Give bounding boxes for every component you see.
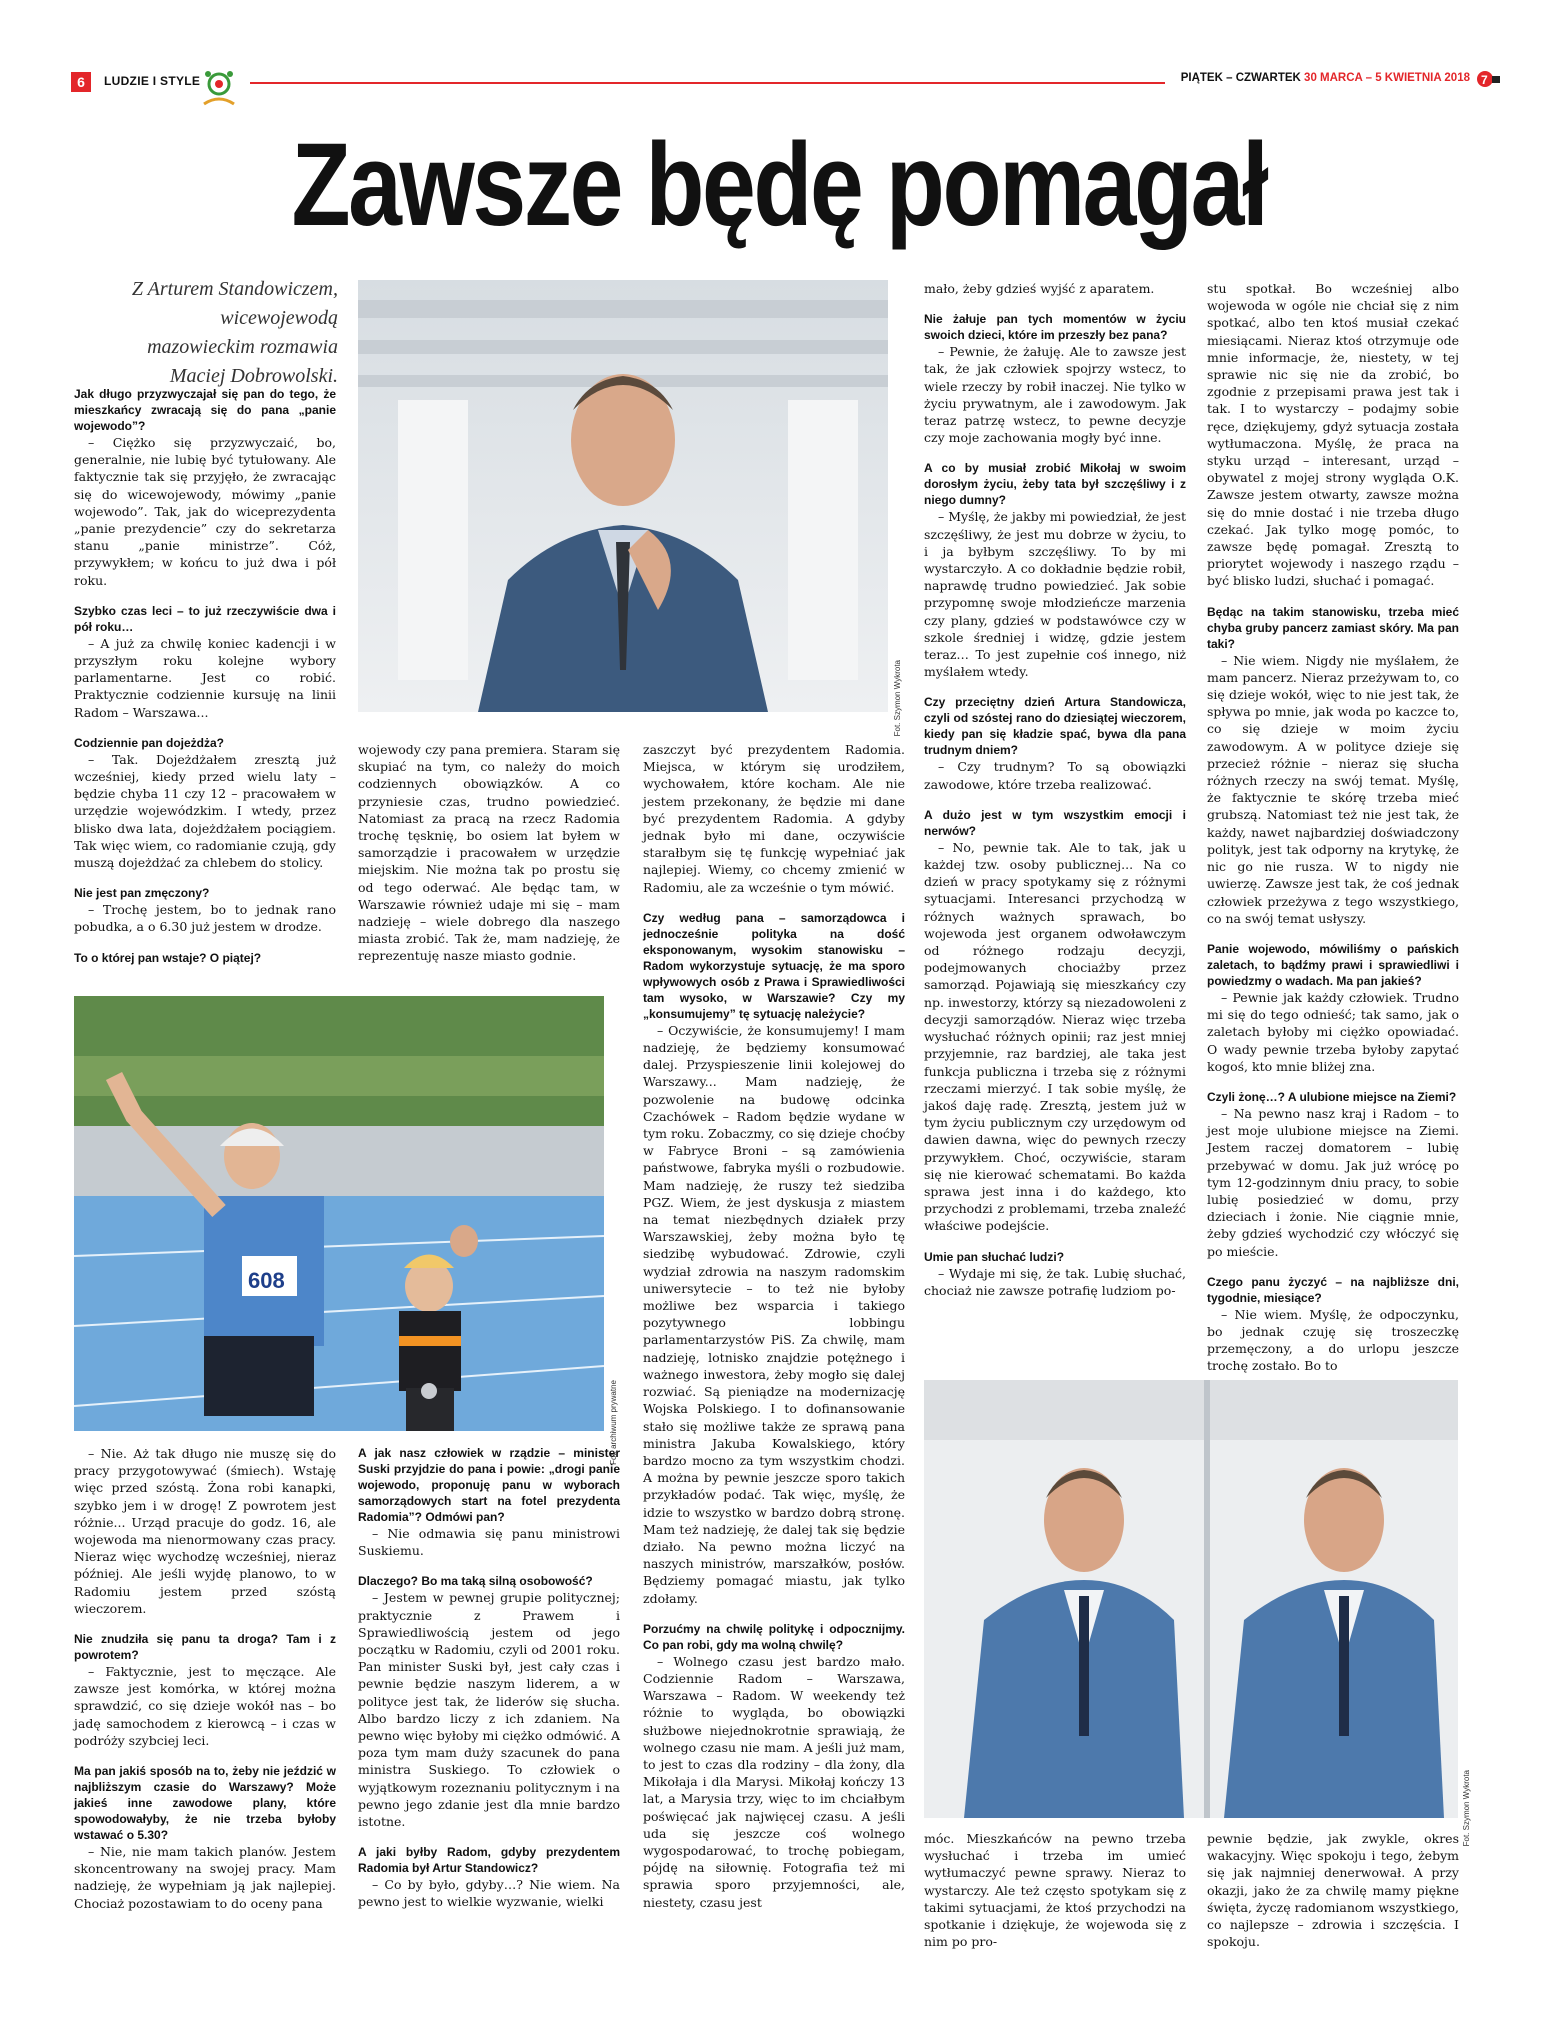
- interview-answer: móc. Mieszkańców na pewno trzeba wysłuchać i trzeba im umieć wytłumaczyć pewne sprawy. Nieraz to wystarczy. Ale też często spotykam się z takimi sytuacjami, że ktoś przychodzi na spotkanie i dziękuje, że wojewoda się z nim po pro-: [924, 1831, 1186, 1950]
- portrait-photo: [358, 280, 888, 712]
- publication-logo-icon: [1476, 70, 1500, 88]
- interview-answer: zaszczyt być prezydentem Radomia. Miejsca, w którym się urodziłem, wychowałem, które kocham. Ale nie jestem przekonany, że będzie mi dane być prezydentem Radomia. A gdyby jednak było mi dane, oczywiście starałbym się tę funkcję wypełniać jak najlepiej. Wiemy, co chcemy zmienić w Radomiu, ale za wcześnie o tym mówić.: [643, 742, 905, 895]
- interview-question: Nie żałuje pan tych momentów w życiu swoich dzieci, które im przeszły bez pana?: [924, 312, 1186, 343]
- interview-question: Ma pan jakiś sposób na to, żeby nie jeździć w najbliższym czasie do Warszawy? Może jakieś inne zawodowe plany, które spowodowałyby, że nie trzeba byłoby wstawać o 5.30?: [74, 1764, 336, 1843]
- interview-answer: – Tak. Dojeżdżałem zresztą już wcześniej, kiedy przed wielu laty – będzie chyba 11 czy 12 – pracowałem w urzędzie wojewódzkim. I wtedy, przez blisko dwa lata, dojeżdżałem pociągiem. Tak więc wiem, co radomianie czują, gdy muszą dojeżdżać za chlebem do stolicy.: [74, 751, 336, 871]
- mirror-photo: [924, 1380, 1458, 1818]
- interview-answer: wojewody czy pana premiera. Staram się skupiać na tym, co należy do moich codziennych obowiązków. A co przyniesie czas, trudno powiedzieć. Natomiast za pracą na rzecz Radomia trochę tęsknię, bo osiem lat byłem w samorządzie i pracowałem w urzędzie miejskim. Nie można tak po prostu się od tego oderwać. Ale będąc tam, w Warszawie również udaje mi się – mam nadzieję – wiele dobrego dla naszego miasta zrobić. Tak że, mam nadzieję, że reprezentuję nasze miasto godnie.: [358, 742, 620, 964]
- interview-answer: – Nie wiem. Nigdy nie myślałem, że mam pancerz. Nieraz przeżywam to, co się dzieje wokół, więc to nie jest tak, że spływa po mnie, jak woda po kaczce to, co się dzieje w moim życiu zawodowym. A w polityce dzieje się przecież różnie – nieraz się słucha różnych rzeczy na swój temat. Myślę, że faktycznie te skórę trzeba mieć grubszą. Natomiast też nie jest tak, że każdy, nawet najbardziej doświadczony polityk, jest tak odporny na krytykę, że nic go nie rusza. W to nigdy nie uwierzę. Zawsze jest tak, że coś jednak człowiek przeżywa z tego wszystkiego, co na swój temat usłyszy.: [1207, 652, 1459, 926]
- interview-question: Nie jest pan zmęczony?: [74, 886, 210, 901]
- section-emblem-icon: [196, 64, 242, 114]
- interview-answer: – Czy trudnym? To są obowiązki zawodowe, które trzeba realizować.: [924, 759, 1186, 792]
- interview-answer: pewnie będzie, jak zwykle, okres wakacyjny. Więc spokoju i tego, żebym się jak najmniej denerwował. A przy okazji, jako że za chwilę mamy piękne święta, życzę radomianom wszystkiego, co najlepsze – zdrowia i szczęścia. I spokoju.: [1207, 1831, 1459, 1950]
- column-2: [358, 741, 620, 965]
- column-1-bottom: [74, 1445, 336, 1912]
- interview-answer: stu spotkał. Bo wcześniej albo wojewoda w ogóle nie chciał się z nim spotkać, albo ten ktoś musiał czekać miesiącami. Nieraz ktoś otrzymuje ode mnie informacje, że, niestety, w tej sprawie nic się nie da zrobić, bo zgodnie z przepisami prawa jest tak i tak. I to wystarczy – podajmy sobie ręce, dziękujemy, gdyż sytuacja została wytłumaczona. Myślę, że praca na styku urząd – interesant, urząd – obywatel z mojej strony wygląda O.K. Zawsze jestem otwarty, zawsze można się do mnie dostać i nie trzeba długo czekać. Jak tylko mogę pomóc, to zawsze będę pomagał. Zresztą to priorytet wojewody i naszego rządu – być blisko ludzi, słuchać i pomagać.: [1207, 281, 1459, 589]
- photo-credit-3: Fot. Szymon Wykrota: [1462, 1770, 1471, 1847]
- interview-question: A jaki byłby Radom, gdyby prezydentem Radomia był Artur Standowicz?: [358, 1845, 620, 1876]
- interview-question: Porzućmy na chwilę politykę i odpocznijmy. Co pan robi, gdy ma wolną chwilę?: [643, 1621, 905, 1652]
- interview-question: A jak nasz człowiek w rządzie – minister Suski przyjdzie do pana i powie: „drogi panie wojewodo, proponuję panu w wyborach samorządowych start na fotel prezydenta Radomia”? Odmówi pan?: [358, 1446, 620, 1524]
- interview-question: To o której pan wstaje? O piątej?: [74, 950, 262, 965]
- interview-answer: – Pewnie, że żałuję. Ale to zawsze jest tak, że jak człowiek spojrzy wstecz, to wiele rzeczy by robił inaczej. Nie tylko w życiu prywatnym, ale i zawodowym. Jak teraz patrzę wstecz, to pewne decyzje czy moje zachowania mogły być inne.: [924, 344, 1186, 446]
- interview-answer: – Co by było, gdyby…? Nie wiem. Na pewno jest to wielkie wyzwanie, wielki: [358, 1877, 620, 1910]
- interview-question: Czego panu życzyć – na najbliższe dni, tygodnie, miesiące?: [1207, 1274, 1459, 1305]
- interview-answer: – A już za chwilę koniec kadencji i w przyszłym roku kolejne wybory parlamentarne. Jest co robić. Praktycznie codziennie kursuję na linii Radom – Warszawa...: [74, 635, 336, 720]
- svg-text:7: 7: [1481, 73, 1488, 87]
- interview-answer: mało, żeby gdzieś wyjść z aparatem.: [924, 281, 1155, 296]
- interview-question: Jak długo przyzwyczajał się pan do tego, że mieszkańcy zwracają się do pana „panie wojewodo”?: [74, 387, 336, 433]
- interview-question: Nie znudziła się panu ta droga? Tam i z powrotem?: [74, 1632, 336, 1663]
- article-intro: Z Arturem Standowiczem, wicewojewodą mazowieckim rozmawia Maciej Dobrowolski.: [131, 278, 338, 387]
- column-3: [643, 741, 905, 1911]
- page-number: 6: [71, 72, 91, 92]
- interview-question: Czyli żonę…? A ulubione miejsce na Ziemi?: [1207, 1089, 1457, 1104]
- issue-date: PIĄTEK – CZWARTEK 30 MARCA – 5 KWIETNIA 2018: [1180, 72, 1470, 84]
- photo-credit-2: Fot. archiwum prywatne: [609, 1380, 618, 1465]
- section-label: LUDZIE I STYLE: [104, 74, 201, 88]
- column-4: [924, 280, 1186, 1299]
- interview-answer: – Nie. Aż tak długo nie muszę się do pracy przygotowywać (śmiech). Wstaję więc przed szóstą. Żona robi kanapki, szybko jem i w drogę! Z powrotem jest różnie... Urząd pracuje do godz. 16, ale wojewoda ma nienormowany czas pracy. Nieraz więc wychodzę wcześniej, nieraz później. Ale jeśli wyjdę planowo, to w Radomiu jestem przed szóstą wieczorem.: [74, 1446, 336, 1616]
- interview-question: A dużo jest w tym wszystkim emocji i nerwów?: [924, 807, 1186, 838]
- article-title: Zawsze będę pomagał: [291, 119, 1267, 251]
- interview-question: Umie pan słuchać ludzi?: [924, 1249, 1065, 1264]
- interview-answer: – Nie odmawia się panu ministrowi Suskiemu.: [358, 1526, 620, 1559]
- interview-answer: – Nie wiem. Myślę, że odpoczynku, bo jednak czuję się troszeczkę przemęczony, a do urlopu jeszcze trochę zostało. Bo to: [1207, 1306, 1459, 1374]
- header-rule: [250, 82, 1165, 84]
- interview-answer: – No, pewnie tak. Ale to tak, jak u każdej tzw. osoby publicznej... Na co dzień w pracy spotykamy się z różnymi sytuacjami. Interesanci przychodzą w różnych ważnych sprawach, bo wojewoda jest organem odwoławczym od różnego rodzaju decyzji, podejmowanych chociażby przez samorząd. Pojawiają się mieszkańcy czy np. inwestorzy, którzy są niezadowoleni z decyzji samorządów. Nieraz więc trzeba wysłuchać różnych opinii; raz jest mniej przyjemnie, raz bardziej, ale taka jest funkcja publiczna i trzeba się z różnymi rzeczami mierzyć. I tak sobie myślę, że jakoś daję radę. Zresztą, jestem już w tym życiu publicznym czy urzędowym od dawien dawna, więc do pewnych rzeczy przywykłem. Choć, oczywiście, staram się nie kierować schematami. Bo każda sprawa jest inna i do każdego, kto przychodzi z problemami, trzeba znaleźć właściwe podejście.: [924, 839, 1186, 1234]
- interview-question: Czy przeciętny dzień Artura Standowicza, czyli od szóstej rano do dziesiątej wieczorem, kiedy pan się kładzie spać, bywa dla pana trudnym dniem?: [924, 695, 1186, 758]
- interview-answer: – Faktycznie, jest to męczące. Ale zawsze jest komórka, w której można sprawdzić, co się dzieje wokół nas – bo jadę samochodem z kierowcą – i czas w podróży szybciej leci.: [74, 1664, 336, 1748]
- interview-answer: – Pewnie jak każdy człowiek. Trudno mi się do tego odnieść; tak samo, jak o zaletach byłoby mi ciężko opowiadać. O wady pewnie trzeba byłoby zapytać kogoś, kto mnie bliżej zna.: [1207, 989, 1459, 1074]
- running-photo: [74, 996, 604, 1431]
- interview-question: Codziennie pan dojeżdża?: [74, 735, 225, 750]
- column-2-bottom: [358, 1445, 620, 1911]
- interview-answer: – Wolnego czasu jest bardzo mało. Codziennie Radom – Warszawa, Warszawa – Radom. W weekendy też różnie to wygląda, bo obowiązki służbowe niejednokrotnie sprawiają, że wolnego czasu nie mam. A jeśli już mam, to jest to czas dla rodziny – dla żony, dla Mikołaja i dla Marysi. Mikołaj kończy 13 lat, a Marysia trzy, więc to im chciałbym poświęcać jak najwięcej czasu. A jeśli uda się jeszcze coś wolnego wygospodarować, to trochę pobiegam, pójdę na siłownię. Fotografia też mi sprawia sporo przyjemności, ale, niestety, czasu jest: [643, 1653, 905, 1910]
- interview-answer: – Ciężko się przyzwyczaić, bo, generalnie, nie lubię być tytułowany. Ale faktycznie tak się przyjęło, że zwracając się do wicewojewody, mówimy „panie wojewodo”. Tak, jak do wiceprezydenta „panie prezydencie” czy do sekretarza stanu „panie ministrze”. Cóż, przywykłem; w końcu to już dwa i pół roku.: [74, 435, 336, 588]
- column-1: [74, 386, 336, 966]
- column-5-bottom: [1207, 1830, 1459, 1950]
- interview-answer: – Nie, nie mam takich planów. Jestem skoncentrowany na swojej pracy. Mam nadzieję, że wypełniam ją jak najlepiej. Chociaż pozostawiam to do oceny pana: [74, 1844, 336, 1911]
- interview-question: A co by musiał zrobić Mikołaj w swoim dorosłym życiu, żeby tata był szczęśliwy i z niego dumny?: [924, 461, 1186, 508]
- interview-question: Będąc na takim stanowisku, trzeba mieć chyba gruby pancerz zamiast skóry. Ma pan taki?: [1207, 604, 1459, 651]
- column-5: [1207, 280, 1459, 1375]
- svg-text:608: 608: [248, 1268, 285, 1293]
- interview-answer: – Jestem w pewnej grupie politycznej; praktycznie z Prawem i Sprawiedliwością jestem od jego początku w Radomiu, czyli od 2001 roku. Pan minister Suski był, jest cały czas i pewnie będzie naszym liderem, a w polityce jest tak, że liderów się słucha. Albo bardzo liczy z ich zdaniem. Na pewno więc byłoby mi ciężko odmówić. A poza tym mam duży szacunek do pana ministra Suskiego. To człowiek o wyjątkowym rozeznaniu politycznym i na pewno jego zdanie jest dla mnie bardzo istotne.: [358, 1590, 620, 1830]
- interview-question: Szybko czas leci – to już rzeczywiście dwa i pół roku…: [74, 603, 336, 634]
- interview-answer: – Trochę jestem, bo to jednak rano pobudka, a o 6.30 już jestem w drodze.: [74, 902, 336, 935]
- interview-answer: – Oczywiście, że konsumujemy! I mam nadzieję, że będziemy konsumować dalej. Przyspieszenie linii kolejowej do Warszawy... Mam nadzieję, że pozwolenie na budowę odcinka Czachówek – Radom będzie wydane w tym roku. Zobaczmy, co się dzieje choćby w Fabryce Broni – są zamówienia państwowe, fabryka myśli o rozbudowie. Mam nadzieję, że ruszy też siedziba PGZ. Wiem, że jest dyskusja z miastem na temat niezbędnych działek przy Warszawskiej, żeby można było tę siedzibę wybudować. Zdrowie, czyli wydział zdrowia na naszym radomskim uniwersytecie – to też nie byłoby możliwe bez wsparcia i takiego pozytywnego lobbingu parlamentarzystów PiS. Za chwilę, mam nadzieję, lotnisko znajdzie potężnego i ważnego inwestora, żeby mogło się dalej rozwiać. Są pieniądze na modernizację Wojska Polskiego. I to dofinansowanie stało się możliwe także ze sprawą pana ministra Jakuba Kowalskiego, który bardzo mocno za tym wszystkim chodzi. A można by pewnie jeszcze sporo takich przykładów podać. Tak więc, myślę, że idzie to wszystko w bardzo dobrą stronę. Mam też nadzieję, że dalej tak się będzie działo. Na pewno można liczyć na naszych ministrów, marszałków, posłów. Będziemy pomagać miastu, jak tylko zdołamy.: [643, 1022, 905, 1606]
- interview-question: Panie wojewodo, mówiliśmy o pańskich zaletach, to bądźmy prawi i sprawiedliwi i powiedzmy o wadach. Ma pan jakieś?: [1207, 941, 1459, 988]
- interview-question: Czy według pana – samorządowca i jednocześnie polityka na dość eksponowanym, wysokim stanowisku – Radom wykorzystuje sytuację, że ma sporo wpływowych osób z Prawa i Sprawiedliwości tam wysoko, w Warszawie? Czy my „konsumujemy” tę sytuację należycie?: [643, 910, 905, 1021]
- interview-answer: – Na pewno nasz kraj i Radom – to jest moje ulubione miejsce na Ziemi. Jestem raczej domatorem – lubię przebywać w domu. Jak już wrócę po tym 12-godzinnym dniu pracy, to sobie lubię posiedzieć w domu, przy dzieciach i żonie. Nie ciągnie mnie, żeby gdzieś wychodzić czy włóczyć się po mieście.: [1207, 1105, 1459, 1259]
- interview-answer: – Myślę, że jakby mi powiedział, że jest szczęśliwy, że jest mu dobrze w życiu, to i ja byłbym szczęśliwy. To by mi wystarczyło. A co dokładnie będzie robił, naprawdę trudno powiedzieć. Jak sobie przypomnę swoje młodzieńcze marzenia czy plany, gdzieś w podstawówce czy w szkole średniej i widzę, gdzie jestem teraz… To jest zupełnie coś innego, niż myślałem wtedy.: [924, 509, 1186, 680]
- photo-credit-1: Fot. Szymon Wykrota: [893, 660, 902, 737]
- interview-question: Dlaczego? Bo ma taką silną osobowość?: [358, 1574, 593, 1589]
- column-4-bottom: [924, 1830, 1186, 1950]
- interview-answer: – Wydaje mi się, że tak. Lubię słuchać, chociaż nie zawsze potrafię ludziom po-: [924, 1265, 1186, 1298]
